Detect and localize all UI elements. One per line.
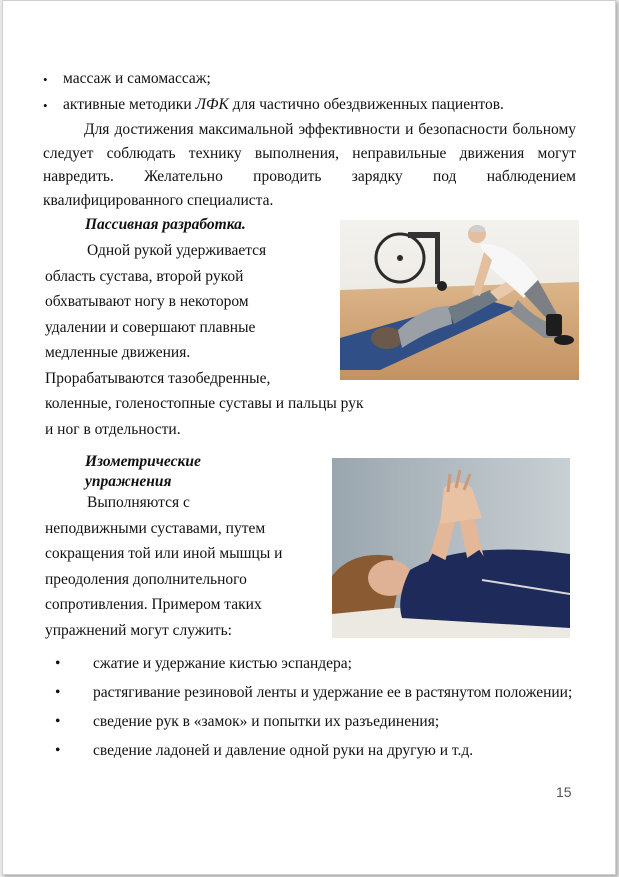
bullet-marker: • [43, 98, 48, 113]
intro-paragraph: Для достижения максимальной эффективности и безопасности больному следует соблюдать технику выполнения, неправильные движения могут навредить. Желательно проводить зарядку под наблюдением квалифицированного специалиста. [43, 121, 576, 209]
text-line: сокращения той или иной мышцы и [45, 545, 283, 562]
text-line: медленные движения. [45, 344, 191, 361]
examples-list [55, 652, 576, 768]
list-item-text: сведение ладоней и давление одной руки на другую и т.д. [93, 742, 474, 759]
text-line: Выполняются с [87, 494, 190, 511]
text-line: упражнений могут служить: [45, 621, 232, 639]
text-line: и ног в отдельности. [45, 420, 181, 438]
section-heading-isometric [85, 452, 201, 492]
bullet-marker: • [55, 713, 61, 730]
list-item [55, 739, 576, 762]
isometric-text [45, 490, 282, 643]
page-number: 15 [556, 784, 572, 800]
bullet-marker: • [55, 684, 61, 701]
text-line: сопротивления. Примером таких [45, 596, 262, 613]
text-line: коленные, голеностопные суставы и пальцы рук [45, 395, 364, 412]
bullet-item-active-methods [63, 96, 504, 114]
bullet-item-massage [63, 70, 211, 88]
list-item-text: сведение рук в «замок» и попытки их разъединения; [93, 713, 440, 730]
list-item-text: сжатие и удержание кистью эспандера; [93, 655, 352, 672]
isometric-exercise-photo [332, 458, 570, 638]
list-item [55, 652, 576, 675]
list-item [55, 710, 576, 733]
heading-line: упражнения [85, 473, 172, 490]
text-line: преодоления дополнительного [45, 570, 247, 588]
document-page [2, 0, 616, 875]
section-heading-passive: Пассивная разработка. [85, 216, 246, 233]
text-line: Прорабатываются тазобедренные, [45, 369, 271, 387]
heading-line: Изометрические [85, 453, 201, 470]
bullet-marker: • [55, 655, 61, 672]
text-line: удалении и совершают плавные [45, 318, 256, 336]
text-line: неподвижными суставами, путем [45, 519, 266, 537]
bullet-marker: • [43, 72, 48, 87]
bullet-text: активные методики [63, 96, 196, 113]
text-line: обхватывают ногу в некотором [45, 293, 249, 310]
bullet-text: для частично обездвиженных пациентов. [228, 96, 504, 113]
text-line: Одной рукой удерживается [87, 242, 267, 259]
passive-exercise-photo [340, 220, 579, 380]
list-item [55, 681, 576, 704]
bullet-text: массаж и самомассаж; [63, 70, 211, 87]
bullet-marker: • [55, 742, 61, 759]
bullet-emphasis: ЛФК [195, 96, 229, 113]
text-line: область сустава, второй рукой [45, 267, 244, 285]
list-item-text: растягивание резиновой ленты и удержание ее в растянутом положении; [93, 684, 573, 701]
passive-text [45, 238, 364, 442]
